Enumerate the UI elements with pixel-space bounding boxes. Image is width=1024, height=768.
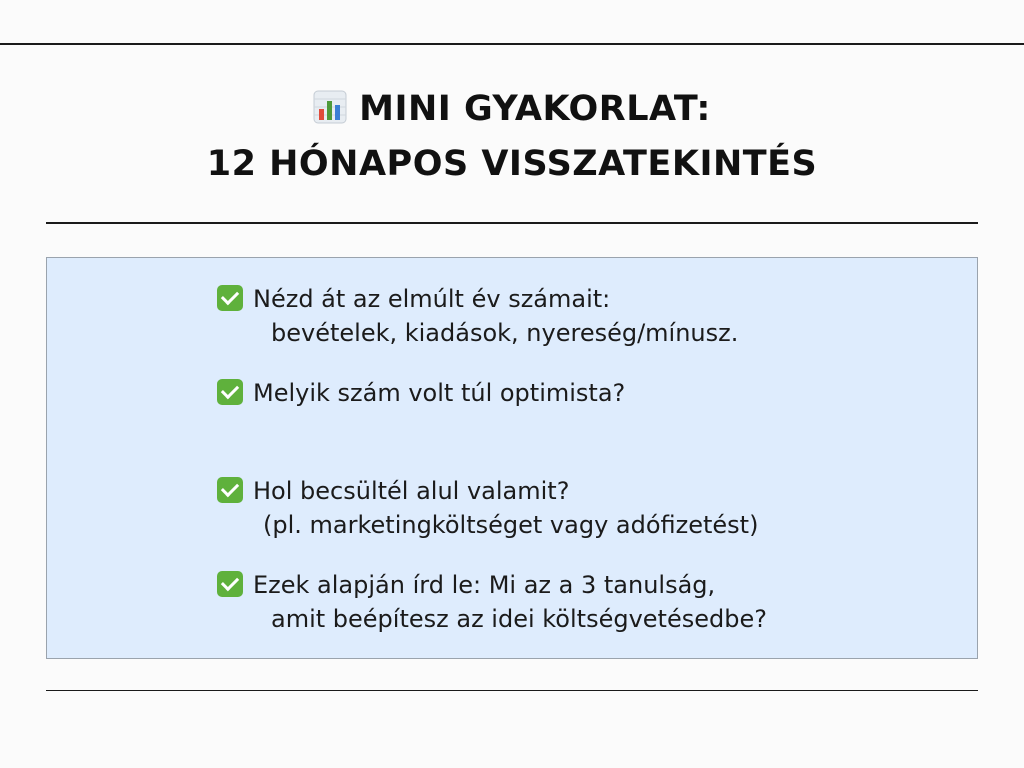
- checklist-panel: [46, 257, 978, 659]
- check-mark-icon: [217, 477, 243, 503]
- item-1-line-2: bevételek, kiadások, nyereség/mínusz.: [271, 319, 739, 347]
- page-title-line-1: [0, 90, 1024, 127]
- checklist-item-4: [217, 568, 767, 636]
- check-mark-icon: [217, 379, 243, 405]
- top-divider: [0, 43, 1024, 45]
- bar-chart-icon: [313, 90, 347, 124]
- item-3-line-1: Hol becsültél alul valamit?: [253, 477, 570, 505]
- checklist-item-2: [217, 376, 625, 410]
- title-text-1: MINI GYAKORLAT:: [359, 89, 711, 129]
- check-mark-icon: [217, 285, 243, 311]
- page-title-line-2: 12 HÓNAPOS VISSZATEKINTÉS: [206, 144, 818, 184]
- checklist-item-3: [217, 474, 758, 542]
- check-mark-icon: [217, 571, 243, 597]
- item-3-line-2: (pl. marketingköltséget vagy adófizetést): [263, 511, 759, 539]
- middle-divider: [46, 222, 978, 224]
- bottom-divider: [46, 690, 978, 691]
- checklist-item-1: [217, 282, 738, 350]
- item-2-line-1: Melyik szám volt túl optimista?: [253, 379, 626, 407]
- item-4-line-2: amit beépítesz az idei költségvetésedbe?: [271, 605, 767, 633]
- item-1-line-1: Nézd át az elmúlt év számait:: [253, 285, 611, 313]
- item-4-line-1: Ezek alapján írd le: Mi az a 3 tanulság,: [253, 571, 716, 599]
